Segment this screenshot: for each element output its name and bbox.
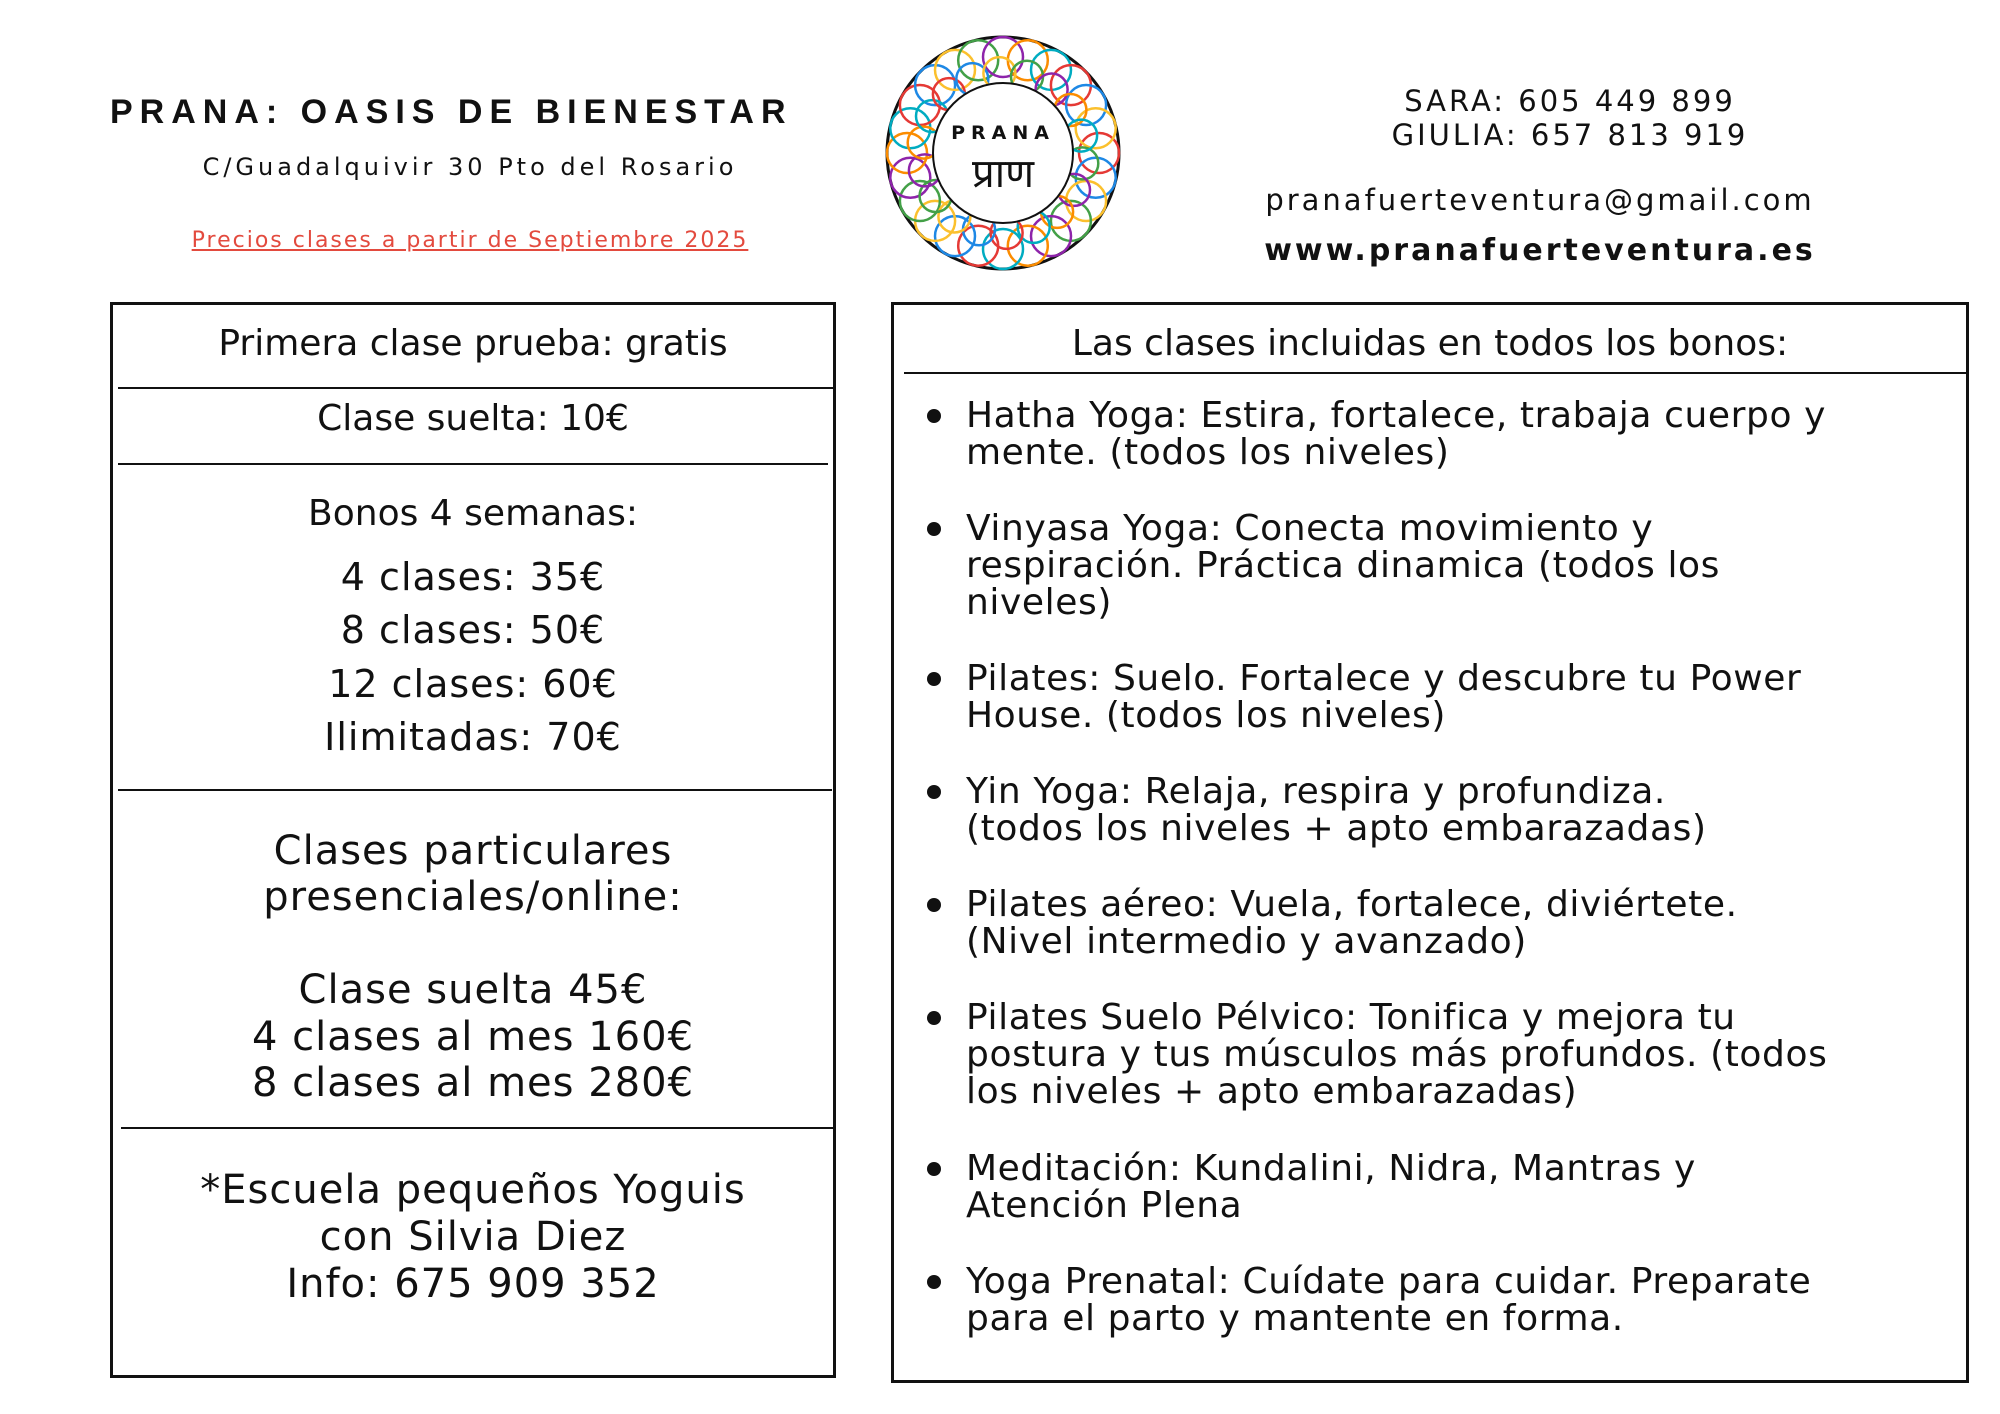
contact-website[interactable]: www.pranafuerteventura.es (1264, 233, 1816, 268)
class-line: Atención Plena (966, 1185, 1243, 1226)
class-line: Vinyasa Yoga: Conecta movimiento y (966, 508, 1654, 549)
class-item-suelo-pelvico (966, 999, 1946, 1110)
price-box (110, 302, 836, 1378)
prana-logo-mandala (883, 33, 1123, 273)
bonos-title: Bonos 4 semanas: (308, 493, 638, 534)
divider (121, 1127, 835, 1129)
classes-box (891, 302, 1969, 1383)
contact-giulia[interactable]: GIULIA: 657 813 919 (1391, 118, 1749, 152)
single-class-price: Clase suelta: 10€ (317, 398, 629, 439)
class-line: postura y tus músculos más profundos. (todos (966, 1034, 1828, 1075)
class-line: (todos los niveles + apto embarazadas) (966, 808, 1707, 849)
class-line: respiración. Práctica dinamica (todos los (966, 545, 1721, 586)
prana-logo (883, 33, 1123, 273)
class-line: los niveles + apto embarazadas) (966, 1071, 1578, 1112)
class-line: Pilates Suelo Pélvico: Tonifica y mejora tu (966, 997, 1736, 1038)
class-line: House. (todos los niveles) (966, 695, 1447, 736)
classes-title: Las clases incluidas en todos los bonos: (1071, 323, 1789, 364)
brand-address: C/Guadalquivir 30 Pto del Rosario (202, 153, 738, 181)
divider (118, 789, 832, 791)
private-price: 4 clases al mes 160€ (251, 1014, 695, 1060)
class-line: Hatha Yoga: Estira, fortalece, trabaja cuerpo y (966, 395, 1827, 436)
class-line: Yin Yoga: Relaja, respira y profundiza. (966, 771, 1666, 812)
class-line: Pilates aéreo: Vuela, fortalece, diviértete. (966, 884, 1738, 925)
class-line: para el parto y mantente en forma. (966, 1298, 1624, 1339)
bullet-icon (927, 1275, 941, 1289)
class-item-prenatal (966, 1263, 1946, 1337)
class-line: (Nivel intermedio y avanzado) (966, 921, 1527, 962)
school-info: Info: 675 909 352 (286, 1261, 660, 1307)
bullet-icon (927, 522, 941, 536)
class-line: Yoga Prenatal: Cuídate para cuidar. Preparate (966, 1261, 1812, 1302)
price-note-link[interactable]: Precios clases a partir de Septiembre 2025 (191, 228, 749, 253)
class-line: Pilates: Suelo. Fortalece y descubre tu Power (966, 658, 1802, 699)
bullet-icon (927, 1162, 941, 1176)
bullet-icon (927, 898, 941, 912)
school-info: *Escuela pequeños Yoguis (200, 1167, 746, 1213)
class-line: mente. (todos los niveles) (966, 432, 1450, 473)
class-item-pilates (966, 660, 1946, 734)
bono-price: 8 clases: 50€ (340, 608, 606, 652)
private-price: 8 clases al mes 280€ (251, 1060, 695, 1106)
bono-price: 12 clases: 60€ (328, 662, 618, 706)
bullet-icon (927, 672, 941, 686)
divider (118, 463, 828, 465)
bullet-icon (927, 409, 941, 423)
divider (904, 372, 1966, 374)
private-title-2: presenciales/online: (263, 874, 683, 920)
first-class-free: Primera clase prueba: gratis (218, 323, 728, 364)
divider (118, 387, 836, 389)
contact-sara[interactable]: SARA: 605 449 899 (1404, 84, 1736, 118)
class-item-hatha (966, 397, 1946, 471)
bullet-icon (927, 785, 941, 799)
contact-email[interactable]: pranafuerteventura@gmail.com (1265, 183, 1815, 217)
school-info: con Silvia Diez (319, 1214, 627, 1260)
class-line: niveles) (966, 582, 1113, 623)
class-item-aereo (966, 886, 1946, 960)
logo-word: PRANA (951, 122, 1055, 144)
private-price: Clase suelta 45€ (298, 967, 648, 1013)
brand-title: PRANA: OASIS DE BIENESTAR (110, 93, 793, 131)
class-item-vinyasa (966, 510, 1946, 621)
logo-devanagari: प्राण (971, 151, 1035, 197)
class-line: Meditación: Kundalini, Nidra, Mantras y (966, 1148, 1696, 1189)
class-item-meditacion (966, 1150, 1946, 1224)
bono-price: Ilimitadas: 70€ (324, 715, 622, 759)
bono-price: 4 clases: 35€ (340, 555, 606, 599)
class-item-yin (966, 773, 1946, 847)
bullet-icon (927, 1011, 941, 1025)
private-title-1: Clases particulares (273, 828, 673, 874)
